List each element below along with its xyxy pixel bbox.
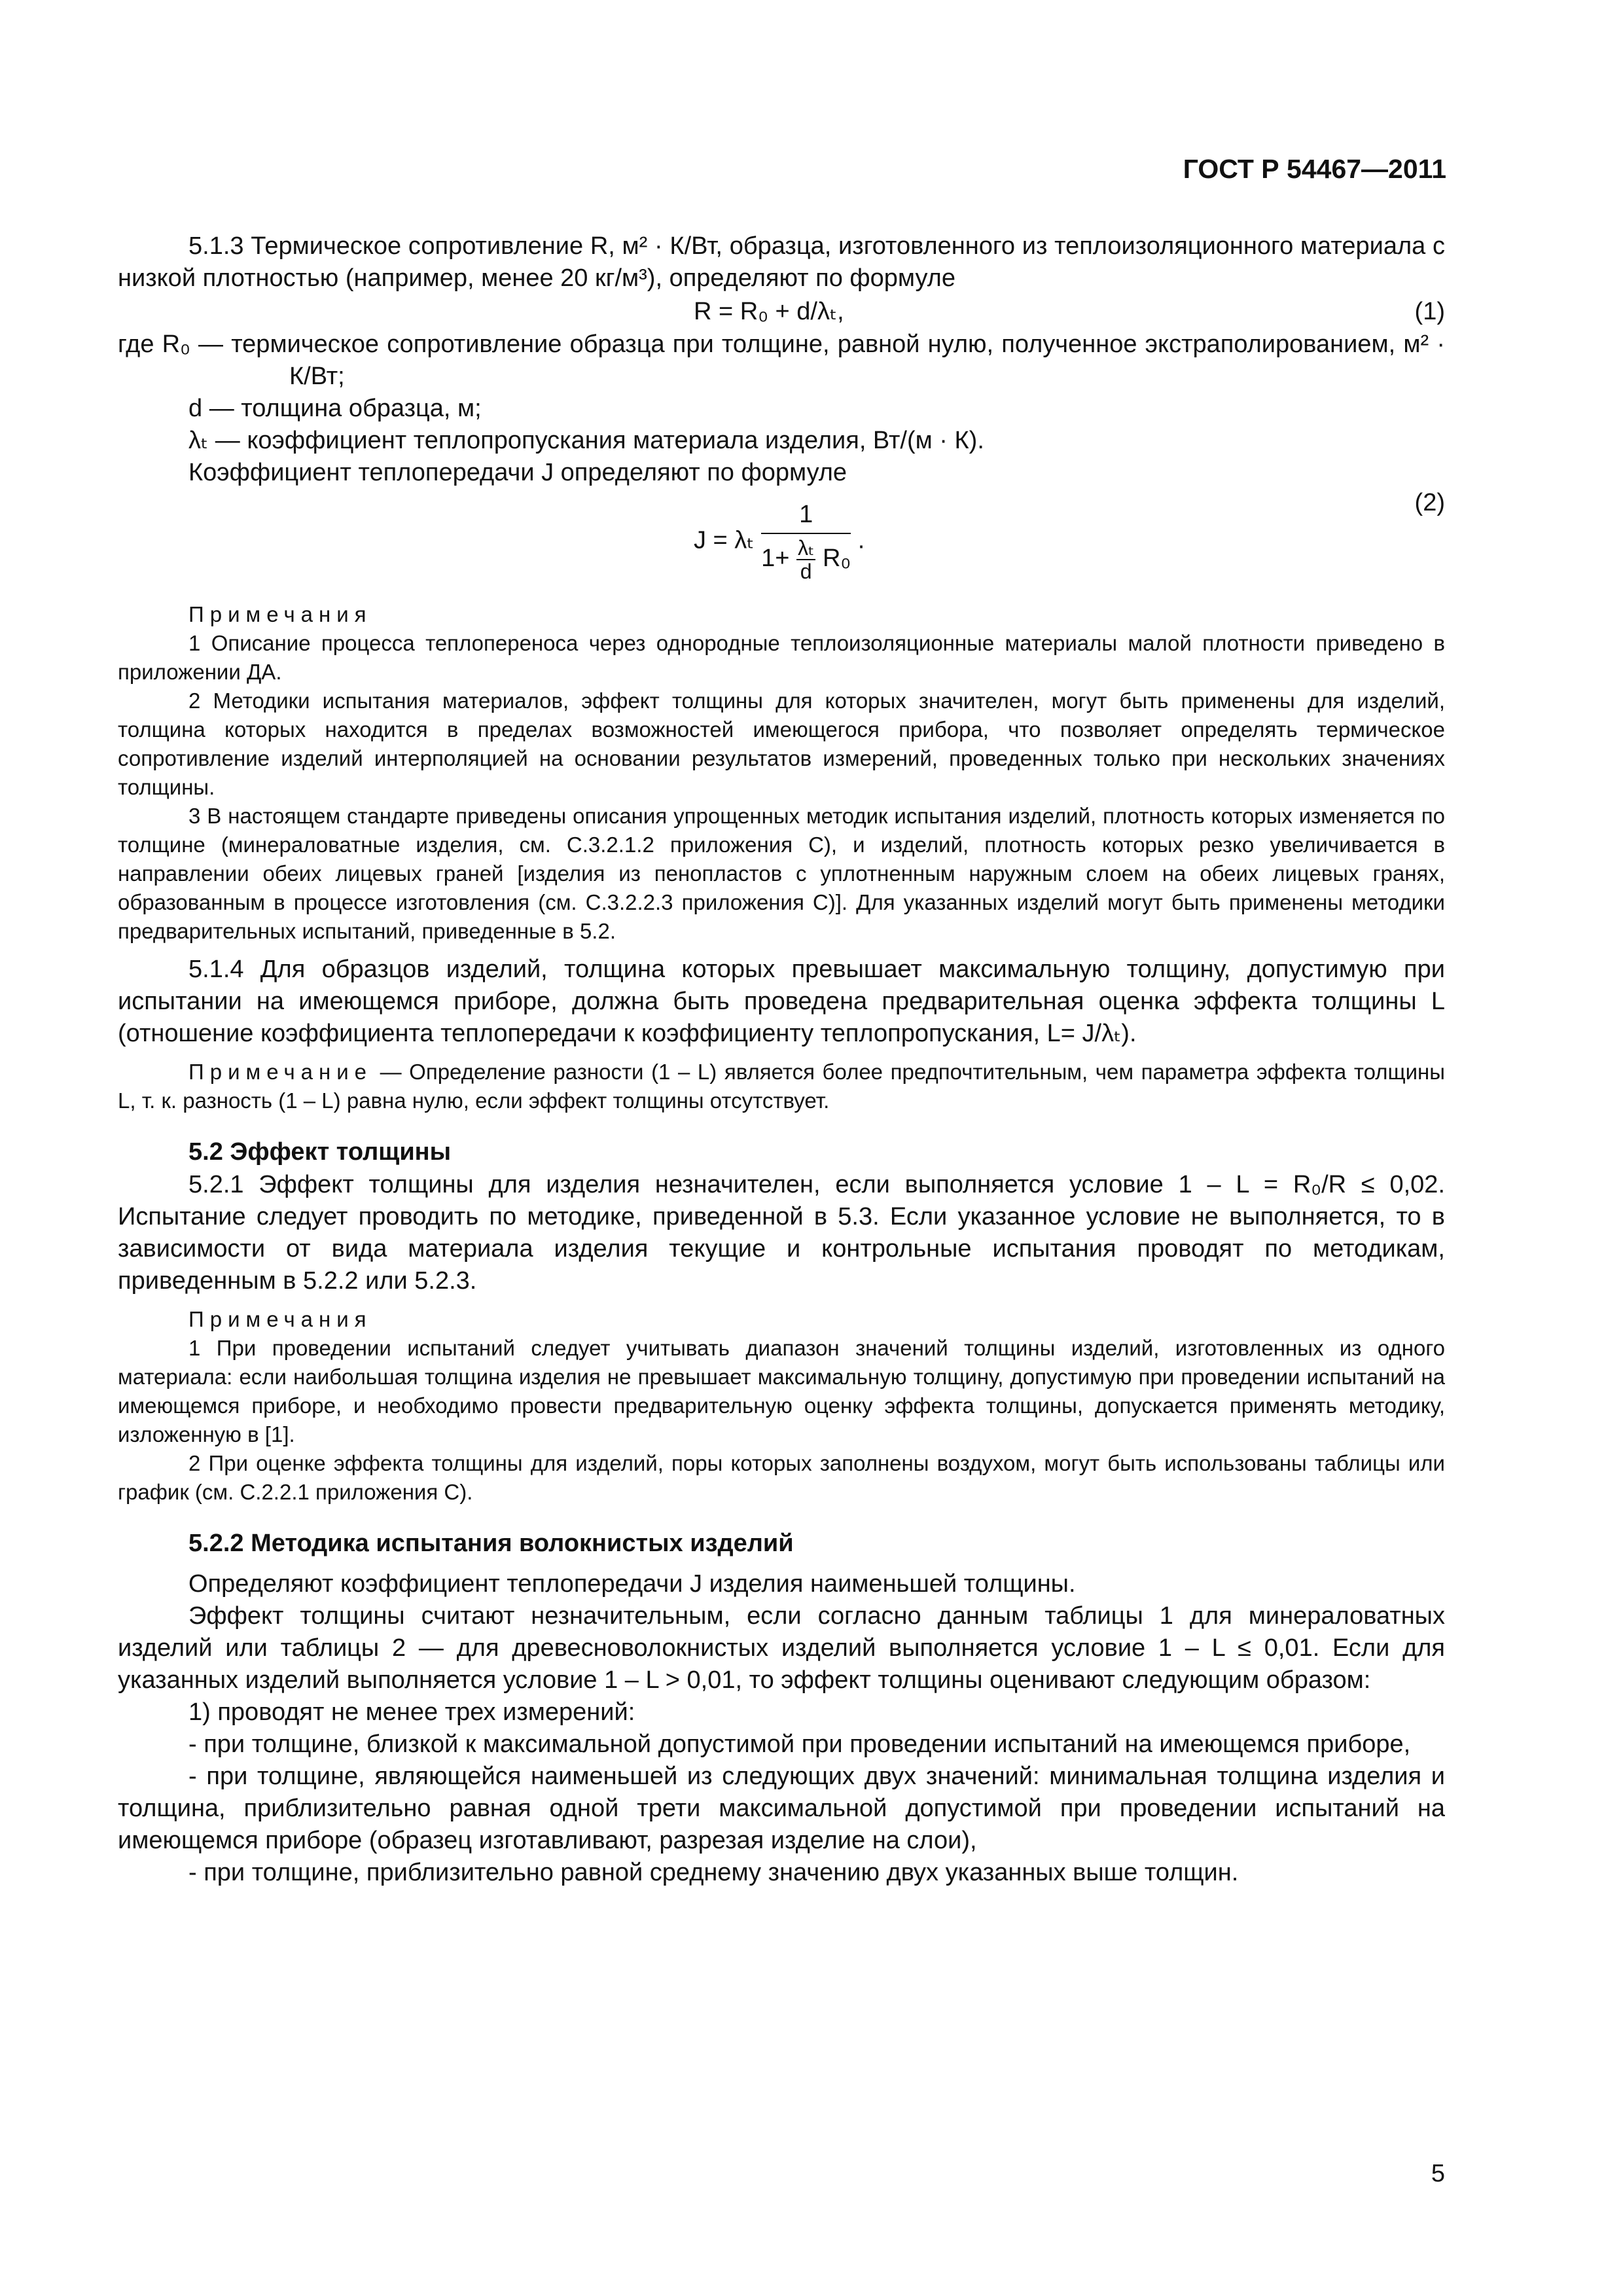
- formula-2-numerator: 1: [761, 501, 851, 534]
- notes-2-item-2: 2 При оценке эффекта толщины для изделий, поры которых заполнены воздухом, могут быть использованы таблицы или график (см. С.2.2.1 приложения С).: [118, 1451, 1445, 1504]
- page-number: 5: [1431, 2160, 1445, 2187]
- formula-2-fraction: [761, 501, 851, 583]
- formula-2-den-prefix: 1+: [761, 545, 790, 573]
- formula-2-end: .: [857, 526, 865, 554]
- bullet-1: - при толщине, близкой к максимальной допустимой при проведении испытаний на имеющемся приборе,: [188, 1731, 1411, 1758]
- note-label: Примечание: [188, 1060, 373, 1084]
- notes-1-item-2: 2 Методики испытания материалов, эффект толщины для которых значителен, могут быть применены для изделий, толщина которых находится в пределах возможностей имеющегося прибора, что позволяет определять термическое сопротивление изделий интерполяцией на основании результатов измерений, проведенных только при нескольких значениях толщины.: [118, 689, 1445, 799]
- formula-2-lhs: J = λₜ: [694, 526, 755, 554]
- note-text: — Определение разности (1 – L) является более предпочтительным, чем параметра эффекта толщины L, т. к. разность (1 – L) равна нулю, если эффект толщины отсутствует.: [118, 1060, 1445, 1113]
- coefficient-intro: Коэффициент теплопередачи J определяют по формуле: [188, 459, 847, 486]
- formula-2-inner-numerator: λₜ: [797, 536, 815, 560]
- formula-2-inner-fraction: [796, 537, 815, 583]
- clause-5-2-2-p2: Эффект толщины считают незначительным, если согласно данным таблицы 1 для минераловатных изделий или таблицы 2 — для древесноволокнистых изделий выполняется условие 1 – L ≤ 0,01. Если для указанных изделий выполняется условие 1 – L > 0,01, то эффект толщины оценивают следующим образом:: [118, 1602, 1445, 1694]
- where-d: d — толщина образца, м;: [188, 395, 482, 422]
- document-header: ГОСТ Р 54467—2011: [1183, 154, 1446, 184]
- formula-1-number: (1): [1414, 298, 1445, 325]
- notes-1-title: Примечания: [188, 602, 372, 626]
- formula-2-number: (2): [1414, 489, 1445, 516]
- formula-2-expression: [694, 501, 865, 583]
- notes-1-item-3: 3 В настоящем стандарте приведены описания упрощенных методик испытания изделий, плотность которых изменяется по толщине (минераловатные изделия, см. С.3.2.1.2 приложения С), и изделий, плотность которых резко увеличивается в направлении обеих лицевых граней [изделия из пенопластов с уплотненным наружным слоем на обеих лицевых гранях, образованным в процессе изготовления (см. С.3.2.2.3 приложения С)]. Для указанных изделий могут быть применены методики предварительных испытаний, приведенные в 5.2.: [118, 804, 1445, 943]
- notes-2-title: Примечания: [188, 1307, 372, 1331]
- notes-2-item-1: 1 При проведении испытаний следует учитывать диапазон значений толщины изделий, изготовленных из одного материала: если наибольшая толщина изделия не превышает максимальную толщину, допустимую при проведении испытаний на имеющемся приборе, и необходимо провести предварительную оценку эффекта толщины, допускается применять методику, изложенную в [1].: [118, 1336, 1445, 1446]
- page-content: [118, 230, 1445, 1889]
- clause-5-2-2-p1: Определяют коэффициент теплопередачи J изделия наименьшей толщины.: [188, 1570, 1076, 1598]
- clause-5-1-3: 5.1.3 Термическое сопротивление R, м² · К/Вт, образца, изготовленного из теплоизоляционного материала с низкой плотностью (например, менее 20 кг/м³), определяют по формуле: [118, 232, 1445, 292]
- formula-2: [118, 489, 1445, 600]
- bullet-2: - при толщине, являющейся наименьшей из следующих двух значений: минимальная толщина изделия и толщина, приблизительно равная одной трети максимальной допустимой при проведении испытаний на имеющемся приборе (образец изготавливают, разрезая изделие на слои),: [118, 1763, 1445, 1854]
- formula-1-expression: R = R₀ + d/λₜ,: [694, 298, 844, 325]
- formula-2-denominator: [761, 534, 851, 583]
- section-heading-5-2-2: 5.2.2 Методика испытания волокнистых изделий: [188, 1530, 794, 1557]
- notes-1-item-1: 1 Описание процесса теплопереноса через однородные теплоизоляционные материалы малой плотности приведено в приложении ДА.: [118, 631, 1445, 684]
- formula-2-inner-denominator: d: [800, 560, 812, 583]
- section-heading-5-2: 5.2 Эффект толщины: [188, 1138, 452, 1166]
- clause-5-2-1: 5.2.1 Эффект толщины для изделия незначителен, если выполняется условие 1 – L = R₀/R ≤ 0,02. Испытание следует проводить по методике, приведенной в 5.3. Если указанное условие не выполняется, то в зависимости от вида материала изделия текущие и контрольные испытания проводят по методикам, приведенным в 5.2.2 или 5.2.3.: [118, 1171, 1445, 1295]
- where-lambda: λₜ — коэффициент теплопропускания материала изделия, Вт/(м · К).: [188, 427, 984, 454]
- where-r0: где R₀ — термическое сопротивление образца при толщине, равной нулю, полученное экстраполированием, м² · К/Вт;: [118, 331, 1445, 390]
- formula-1: [118, 295, 1445, 329]
- bullet-3: - при толщине, приблизительно равной среднему значению двух указанных выше толщин.: [188, 1859, 1239, 1886]
- clause-5-1-4: 5.1.4 Для образцов изделий, толщина которых превышает максимальную толщину, допустимую при испытании на имеющемся приборе, должна быть проведена предварительная оценка эффекта толщины L (отношение коэффициента теплопередачи к коэффициенту теплопропускания, L= J/λₜ).: [118, 956, 1445, 1047]
- formula-2-den-suffix: R₀: [822, 545, 851, 573]
- clause-5-2-2-p3: 1) проводят не менее трех измерений:: [188, 1698, 635, 1726]
- clause-5-1-4-note: [118, 1058, 1445, 1115]
